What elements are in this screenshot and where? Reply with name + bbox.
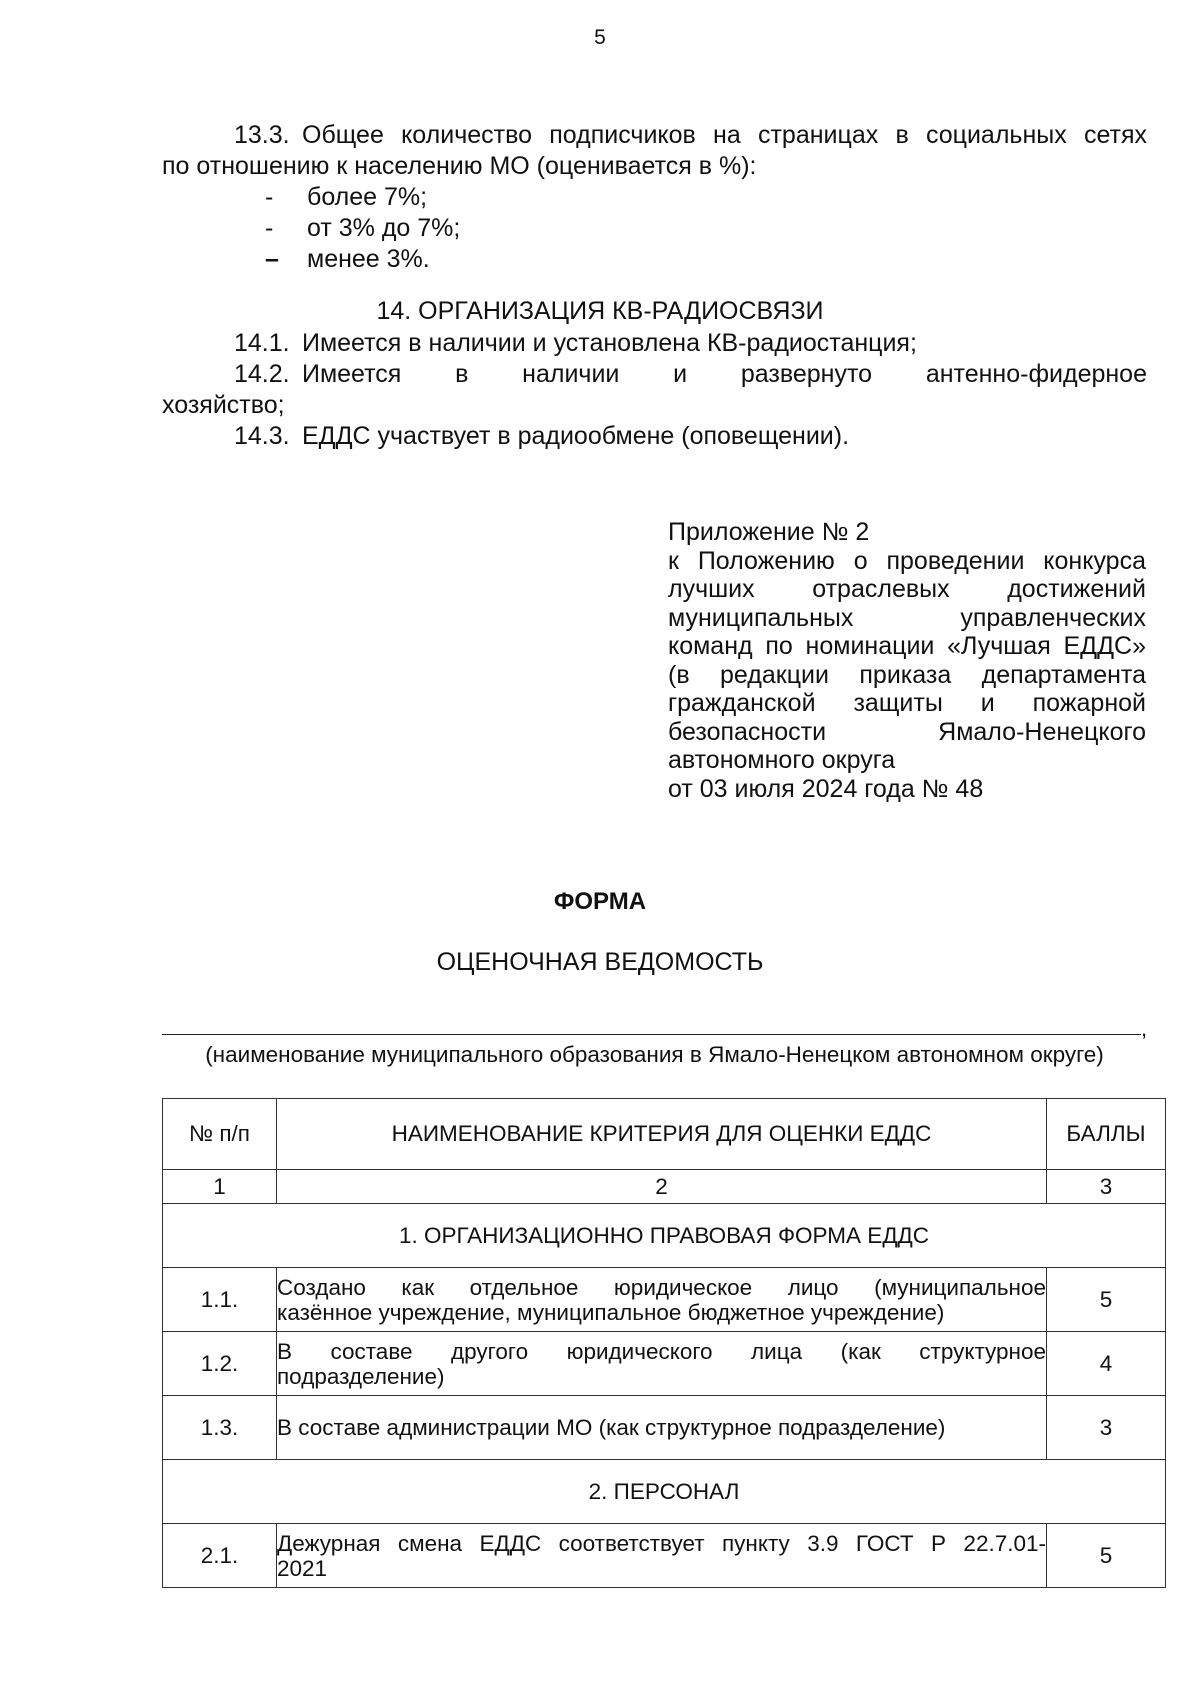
list-item: - более 7%; [265, 183, 428, 211]
appendix-line: муниципальных управленческих [668, 603, 1146, 632]
table-section-row: 2. ПЕРСОНАЛ [163, 1460, 1166, 1524]
table-row: 1.2. В составе другого юридического лица (как структурное подразделение) 4 [163, 1332, 1166, 1396]
table-row: 1.1. Создано как отдельное юридическое лицо (муниципальное казённое учреждение, муниципальное бюджетное учреждение) 5 [163, 1268, 1166, 1332]
page-number: 5 [594, 26, 606, 49]
appendix-line: безопасности Ямало-Ненецкого [668, 717, 1146, 746]
appendix-block [668, 518, 1146, 803]
appendix-line: команд по номинации «Лучшая ЕДДС» [668, 632, 1146, 660]
paragraph-number: 13.3. [234, 121, 290, 149]
appendix-line: к Положению о проведении конкурса [668, 546, 1146, 575]
municipality-caption: (наименование муниципального образования в Ямало-Ненецком автономном округе) [205, 1042, 1104, 1067]
paragraph-14-3: 14.3. ЕДДС участвует в радиообмене (оповещении). [234, 422, 850, 450]
paragraph-text-line: по отношению к населению МО (оценивается в %): [162, 152, 757, 180]
header-number: № п/п [163, 1099, 277, 1170]
municipality-name-line [162, 1034, 1141, 1035]
table-header-row [163, 1099, 1166, 1170]
header-criterion: НАИМЕНОВАНИЕ КРИТЕРИЯ ДЛЯ ОЦЕНКИ ЕДДС [277, 1099, 1047, 1170]
paragraph-14-2: 14.2. Имеется в наличии и развернуто антенно-фидерное хозяйство; [162, 360, 1147, 419]
paragraph-13-3 [162, 120, 1147, 182]
paragraph-text-line: Общее количество подписчиков на страницах в социальных сетях [302, 121, 1147, 149]
dash-icon: - [265, 214, 274, 242]
appendix-line: лучших отраслевых достижений [668, 575, 1146, 603]
section-title: 14. ОРГАНИЗАЦИЯ КВ-РАДИОСВЯЗИ [376, 297, 824, 325]
paragraph-14-1: 14.1. Имеется в наличии и установлена КВ-радиостанция; [234, 329, 917, 357]
list-item: - от 3% до 7%; [265, 214, 461, 242]
appendix-line: от 03 июля 2024 года № 48 [668, 774, 984, 803]
appendix-line: (в редакции приказа департамента [668, 660, 1146, 689]
table-row: 1.3. В составе администрации МО (как структурное подразделение) 3 [163, 1396, 1166, 1460]
appendix-line: гражданской защиты и пожарной [668, 689, 1146, 717]
comma: , [1141, 1016, 1148, 1041]
form-title: ФОРМА [553, 888, 647, 915]
dash-icon: - [265, 183, 274, 211]
table-row: 2.1. Дежурная смена ЕДДС соответствует пункту 3.9 ГОСТ Р 22.7.01- 2021 5 [163, 1524, 1166, 1588]
column-number-row: 1 2 3 [163, 1170, 1166, 1204]
form-subtitle: ОЦЕНОЧНАЯ ВЕДОМОСТЬ [436, 948, 764, 976]
table-section-row: 1. ОРГАНИЗАЦИОННО ПРАВОВАЯ ФОРМА ЕДДС [163, 1204, 1166, 1268]
dash-icon: – [265, 245, 279, 273]
appendix-line: автономного округа [668, 746, 896, 774]
appendix-line: Приложение № 2 [668, 518, 870, 546]
list-item: – менее 3%. [265, 245, 430, 273]
header-score: БАЛЛЫ [1047, 1099, 1166, 1170]
evaluation-table [162, 1098, 1166, 1588]
